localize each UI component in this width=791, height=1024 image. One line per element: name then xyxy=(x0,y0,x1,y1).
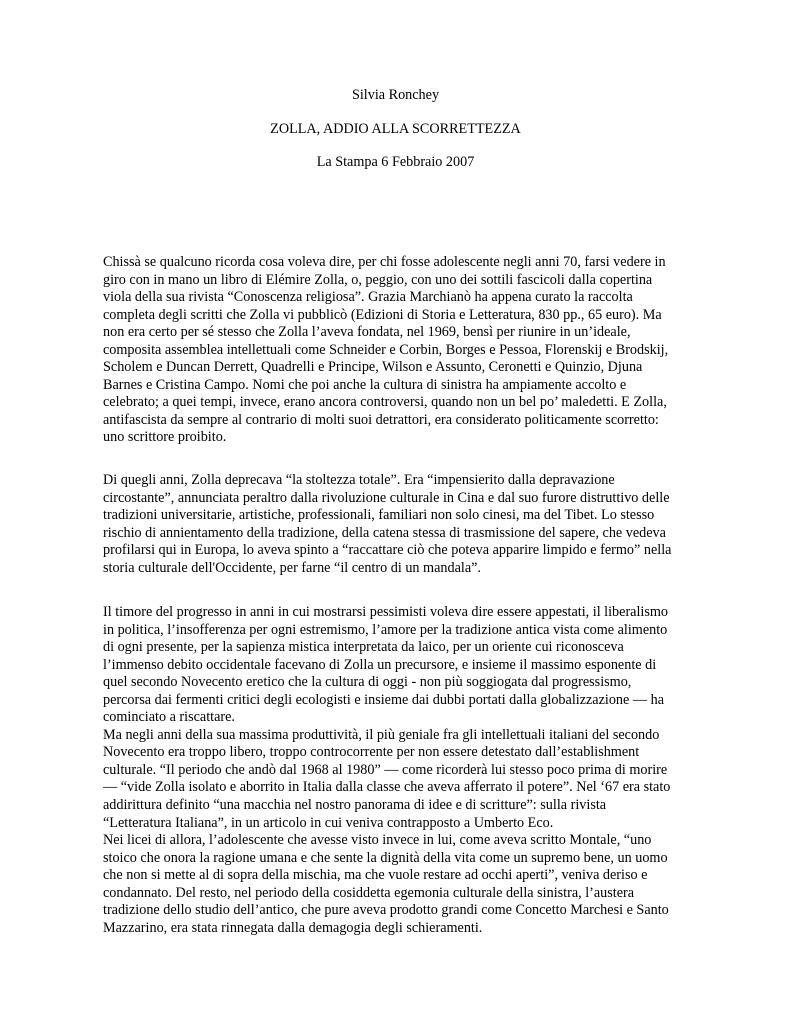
text-line: percorsa dai fermenti critici degli ecologisti e insieme dai dubbi portati dalla globalizzazione — ha xyxy=(103,691,664,708)
text-line: antifascista da sempre al contrario di molti suoi detrattori, era considerato politicamente scorretto: xyxy=(103,411,659,428)
text-line: Ma negli anni della sua massima produttività, il più geniale fra gli intellettuali italiani del secondo xyxy=(103,726,660,743)
author-name: Silvia Ronchey xyxy=(351,87,440,103)
text-line: uno scrittore proibito. xyxy=(103,429,227,446)
paragraph-1 xyxy=(103,254,703,447)
text-line: Barnes e Cristina Campo. Nomi che poi anche la cultura di sinistra ha ampiamente accolto e xyxy=(103,376,627,393)
text-line: circostante”, annunciata peraltro dalla rivoluzione culturale in Cina e dal suo furore distruttivo delle xyxy=(103,489,670,506)
publication-source: La Stampa 6 Febbraio 2007 xyxy=(316,154,475,170)
text-line: condannato. Del resto, nel periodo della cosiddetta egemonia culturale della sinistra, l’austera xyxy=(103,884,635,901)
text-line: Novecento era troppo libero, troppo controcorrente per non essere detestato dall’establishment xyxy=(103,744,640,761)
text-line: celebrato; a quei tempi, invece, erano ancora controversi, quando non un bel po’ maledetti. E Zolla, xyxy=(103,394,667,411)
paragraph-2 xyxy=(103,472,703,577)
text-line: cominciato a riscattare. xyxy=(103,709,235,726)
text-line: Scholem e Duncan Derrett, Quadrelli e Principe, Wilson e Assunto, Ceronetti e Quinzio, Djuna xyxy=(103,359,643,376)
text-line: Mazzarino, era stata rinnegata dalla demagogia degli schieramenti. xyxy=(103,919,483,936)
text-line: culturale. “Il periodo che andò dal 1968 al 1980” — come ricorderà lui stesso poco prima di morire xyxy=(103,761,668,778)
text-line: profilarsi qui in Europa, lo aveva spinto a “raccattare ciò che poteva apparire limpido e fermo” nella xyxy=(103,542,672,559)
text-line: giro con in mano un libro di Elémire Zolla, o, peggio, con uno dei sottili fascicoli dalla copertina xyxy=(103,271,653,288)
text-line: Di quegli anni, Zolla deprecava “la stoltezza totale”. Era “impensierito dalla depravazione xyxy=(103,472,615,488)
text-line: tradizione dello studio dell’antico, che pure aveva prodotto grandi come Concetto Marchesi e Santo xyxy=(103,902,669,919)
text-line: quel secondo Novecento eretico che la cultura di oggi - non più soggiogata dal progressismo, xyxy=(103,674,632,691)
text-line: l’immenso debito occidentale facevano di Zolla un precursore, e insieme il massimo esponente di xyxy=(103,656,657,673)
text-line: che non si mette al di sopra della mischia, ma che vuole restare ad occhi aperti”, veniva deriso e xyxy=(103,867,648,884)
text-line: di ogni presente, per la sapienza mistica interpretata da laico, per un oriente cui riconosceva xyxy=(103,639,624,656)
text-line: viola della sua rivista “Conoscenza religiosa”. Grazia Marchianò ha appena curato la raccolta xyxy=(103,289,633,306)
text-line: rischio di annientamento della tradizione, della catena stessa di trasmissione del sapere, che vedeva xyxy=(103,524,666,541)
article-title: ZOLLA, ADDIO ALLA SCORRETTEZZA xyxy=(270,121,521,137)
text-line: Il timore del progresso in anni in cui mostrarsi pessimisti voleva dire essere appestati, il liberalismo xyxy=(103,604,669,620)
text-line: composita assemblea intellettuali come Schneider e Corbin, Borges e Pessoa, Florenskij e Brodskij, xyxy=(103,341,669,358)
text-line: in politica, l’insofferenza per ogni estremismo, l’amore per la tradizione antica vista come alimento xyxy=(103,621,668,638)
text-line: stoico che onora la ragione umana e che sente la dignità della vita come un supremo bene, un uomo xyxy=(103,849,668,866)
text-line: non era certo per sé stesso che Zolla l’aveva fondata, nel 1969, bensì per riunire in un’ideale, xyxy=(103,324,631,341)
text-line: “Letteratura Italiana”, in un articolo in cui veniva contrapposto a Umberto Eco. xyxy=(103,814,554,831)
text-line: tradizioni universitarie, artistiche, professionali, familiari non solo cinesi, ma del Tibet. Lo stesso xyxy=(103,507,655,524)
text-line: addirittura definito “una macchia nel nostro panorama di idee e di scritture”: sulla rivista xyxy=(103,797,607,814)
text-line: Chissà se qualcuno ricorda cosa voleva dire, per chi fosse adolescente negli anni 70, farsi vedere in xyxy=(103,254,666,270)
paragraph-3 xyxy=(103,604,703,937)
text-line: — “vide Zolla isolato e aborrito in Italia dalla classe che aveva afferrato il potere”. Nel ‘67 era stato xyxy=(103,779,671,796)
text-line: Nei licei di allora, l’adolescente che avesse visto invece in lui, come aveva scritto Montale, “uno xyxy=(103,832,652,849)
text-line: storia culturale dell'Occidente, per farne “il centro di un mandala”. xyxy=(103,559,481,576)
text-line: completa degli scritti che Zolla vi pubblicò (Edizioni di Storia e Letteratura, 830 pp., 65 euro). Ma xyxy=(103,306,662,323)
